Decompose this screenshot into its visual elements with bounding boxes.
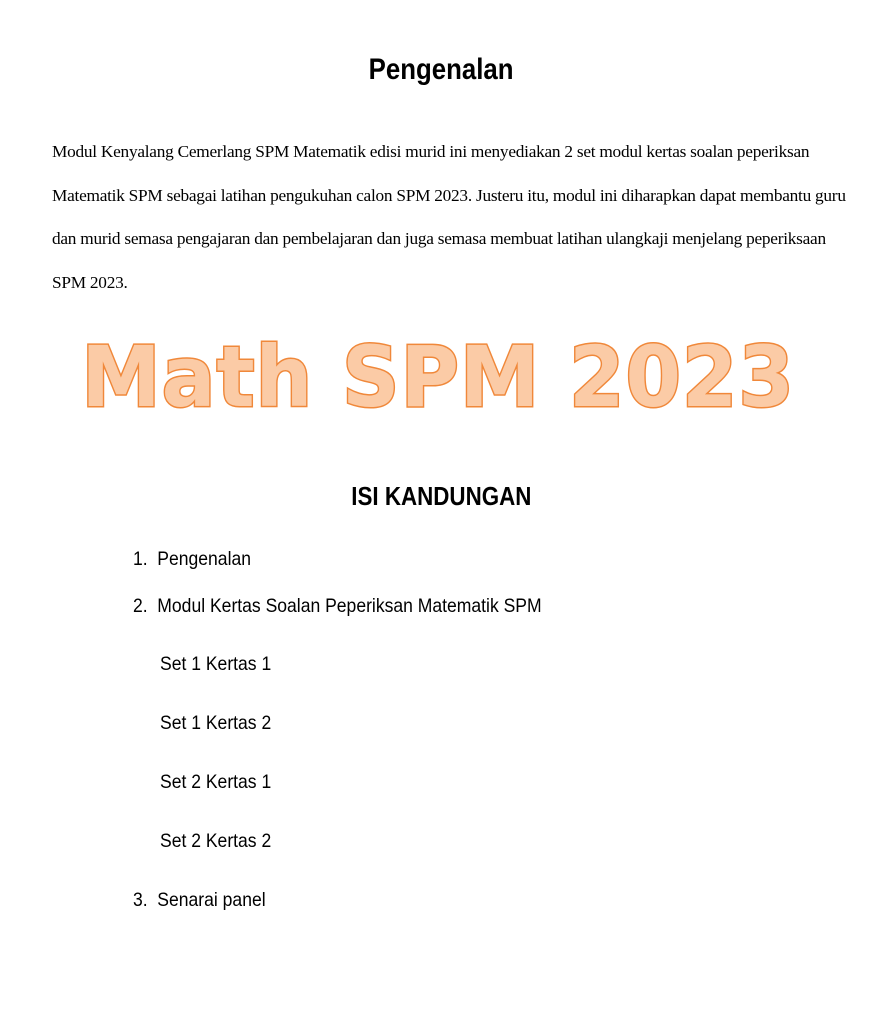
toc-subitem-set2-kertas1 bbox=[160, 768, 271, 796]
toc-item-pengenalan bbox=[133, 545, 251, 573]
toc-item-label: Set 1 Kertas 2 bbox=[160, 712, 272, 734]
toc-item-label: Set 2 Kertas 2 bbox=[160, 830, 272, 852]
toc-subitem-set1-kertas1 bbox=[160, 650, 271, 678]
intro-paragraph: Modul Kenyalang Cemerlang SPM Matematik edisi murid ini menyediakan 2 set modul kertas soalan peperiksan Matematik SPM sebagai latihan pengukuhan calon SPM 2023. Justeru itu, modul ini diharapkan dapat membantu guru dan murid semasa pengajaran dan pembelajaran dan juga semasa membuat latihan ulangkaji menjelang peperiksaan SPM 2023. bbox=[52, 142, 846, 292]
toc-item-label: Modul Kertas Soalan Peperiksan Matematik SPM bbox=[157, 595, 542, 617]
toc-item-number: 3. bbox=[133, 889, 148, 911]
toc-item-label: Set 2 Kertas 1 bbox=[160, 771, 272, 793]
toc-heading: ISI KANDUNGAN bbox=[351, 481, 532, 511]
toc-item-label: Pengenalan bbox=[157, 548, 251, 570]
toc-item-number: 2. bbox=[133, 595, 148, 617]
toc-item-label: Senarai panel bbox=[157, 889, 266, 911]
toc-subitem-set1-kertas2 bbox=[160, 709, 271, 737]
toc-item-senarai-panel bbox=[133, 886, 266, 914]
page-title: Pengenalan bbox=[368, 53, 514, 86]
math-spm-banner: Math SPM 2023 bbox=[81, 328, 795, 426]
toc-item-label: Set 1 Kertas 1 bbox=[160, 653, 272, 675]
toc-item-modul-kertas-soalan bbox=[133, 592, 542, 620]
toc-item-number: 1. bbox=[133, 548, 148, 570]
toc-subitem-set2-kertas2 bbox=[160, 827, 271, 855]
